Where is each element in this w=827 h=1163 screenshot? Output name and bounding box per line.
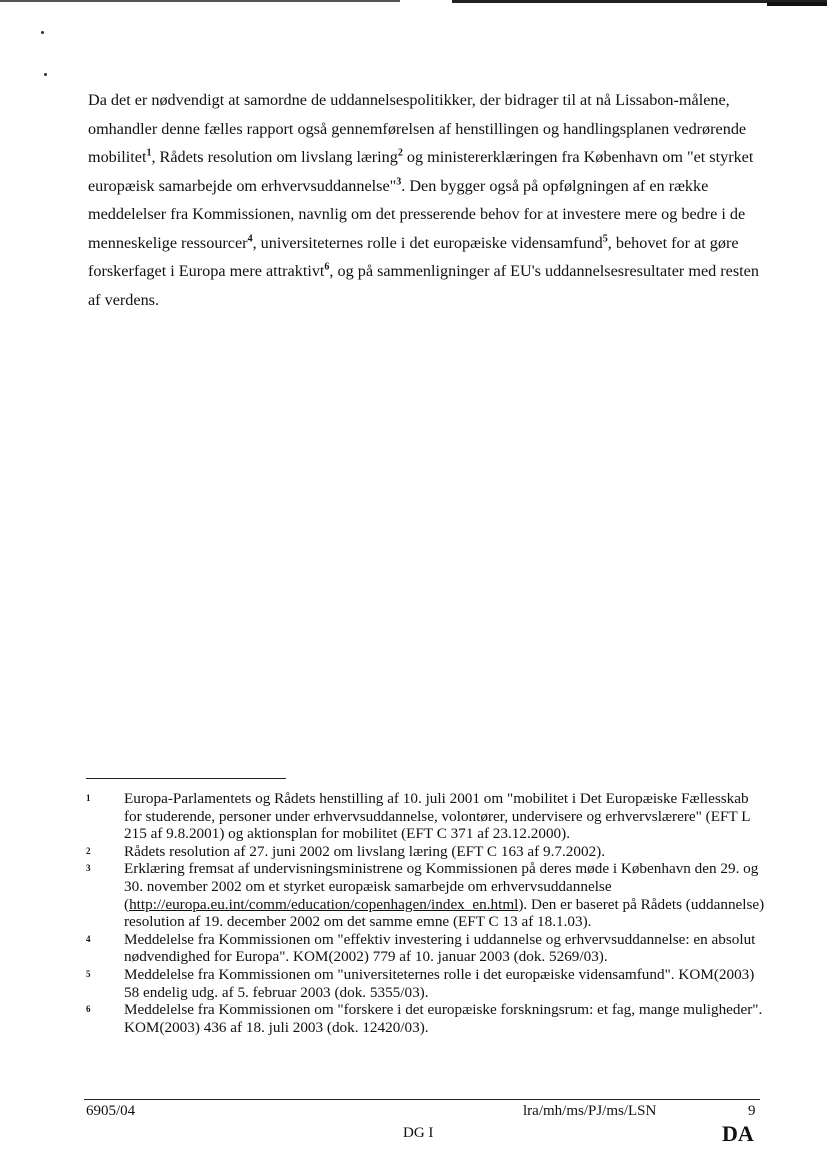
- body-text-segment: Da det er nødvendigt at samordne de uddannelsespolitikker, der bidrager til at nå Lissabon-målene, omhandler denne fælles rapport også gennemførelsen af henstillingen og handlingsplanen vedrørende mobilitet: [88, 91, 747, 166]
- footnote-ref-1: 1: [146, 147, 152, 159]
- footnote-text: Meddelelse fra Kommissionen om "effektiv investering i uddannelse og erhvervsuddannelse: en absolut nødvendighed for Europa". KOM(2002) 779 af 10. januar 2003 (dok. 5269/03).: [124, 930, 756, 966]
- footnote-ref-5: 5: [602, 233, 608, 245]
- footnote-ref-4: 4: [247, 233, 253, 245]
- body-text-segment: . Den bygger også på opfølgningen af en række meddelelser fra Kommissionen, navnlig om det presserende behov for at investere mere og bedre i de menneskelige ressourcer: [88, 176, 746, 252]
- body-text-segment: , universiteternes rolle i det europæiske vidensamfund: [252, 233, 603, 252]
- footnote-number: 4: [86, 933, 91, 944]
- footnote-text: Rådets resolution af 27. juni 2002 om livslang læring (EFT C 163 af 9.7.2002).: [124, 842, 606, 860]
- footnote-number: 1: [86, 793, 91, 803]
- footnote-text: Meddelelse fra Kommissionen om "universiteternes rolle i det europæiske vidensamfund". KOM(2003) 58 endelig udg. af 5. februar 2003 (dok. 5355/03).: [124, 965, 755, 1001]
- footnote-text: Meddelelse fra Kommissionen om "forskere i det europæiske forskningsrum: et fag, mange muligheder". KOM(2003) 436 af 18. juli 2003 (dok. 12420/03).: [124, 1001, 763, 1036]
- footnote-3: [86, 860, 766, 930]
- scan-speck: [41, 31, 44, 34]
- directorate-label: DG I: [403, 1125, 434, 1141]
- body-text-segment: , og på sammenligninger af EU's uddannelsesresultater med resten af verdens.: [88, 262, 759, 309]
- footer-rule: [84, 1099, 760, 1100]
- footnote-1: [86, 790, 766, 843]
- footnote-6: [86, 1001, 766, 1036]
- footnote-ref-6: 6: [324, 261, 330, 273]
- footnote-ref-2: 2: [397, 147, 403, 159]
- footnote-text: [124, 860, 766, 930]
- scan-edge-line: [0, 0, 400, 2]
- scan-speck: [44, 73, 47, 76]
- body-text-segment: , behovet for at gøre forskerfaget i Europa mere attraktivt: [88, 233, 739, 280]
- footnote-number: 2: [86, 845, 91, 856]
- footnote-2: [86, 843, 766, 861]
- footnote-ref-3: 3: [396, 176, 402, 188]
- author-refs: lra/mh/ms/PJ/ms/LSN: [523, 1103, 657, 1119]
- footnotes: [86, 790, 766, 1036]
- footnote-number: 5: [86, 968, 91, 979]
- footnote-separator: [86, 778, 286, 779]
- footnote-text: Europa-Parlamentets og Rådets henstilling af 10. juli 2001 om "mobilitet i Det Europæiske Fællesskab for studerende, personer under erhvervsuddannelse, volontører, undervisere og erhvervslærere" (EFT L 215 af 9.8.2001) og aktionsplan for mobilitet (EFT C 371 af 23.12.2000).: [124, 790, 750, 843]
- footnote-5: [86, 966, 766, 1001]
- body-text-segment: , Rådets resolution om livslang læring: [151, 148, 398, 166]
- footnote-number: 6: [86, 1004, 91, 1015]
- footnote-link[interactable]: http://europa.eu.int/comm/education/copenhagen/index_en.html: [129, 895, 519, 913]
- scan-edge-mark: [767, 2, 827, 6]
- footnote-text-segment: Erklæring fremsat af undervisningsministrene og Kommissionen på deres møde i København den 29. og 30. november 2002 om et styrket europæisk samarbejde om erhvervsuddannelse (: [124, 860, 759, 913]
- document-number: 6905/04: [86, 1103, 136, 1119]
- footnote-number: 3: [86, 863, 91, 874]
- language-code: DA: [722, 1121, 754, 1146]
- footnote-text-segment: ). Den er baseret på Rådets (uddannelse) resolution af 19. december 2002 om det samme emne (EFT C 13 af 18.1.03).: [124, 895, 765, 931]
- body-text-segment: og ministererklæringen fra København om "et styrket europæisk samarbejde om erhvervsuddannelse": [88, 148, 754, 195]
- body-paragraph: [88, 86, 760, 314]
- footnote-4: [86, 931, 766, 966]
- page-number: 9: [748, 1103, 756, 1119]
